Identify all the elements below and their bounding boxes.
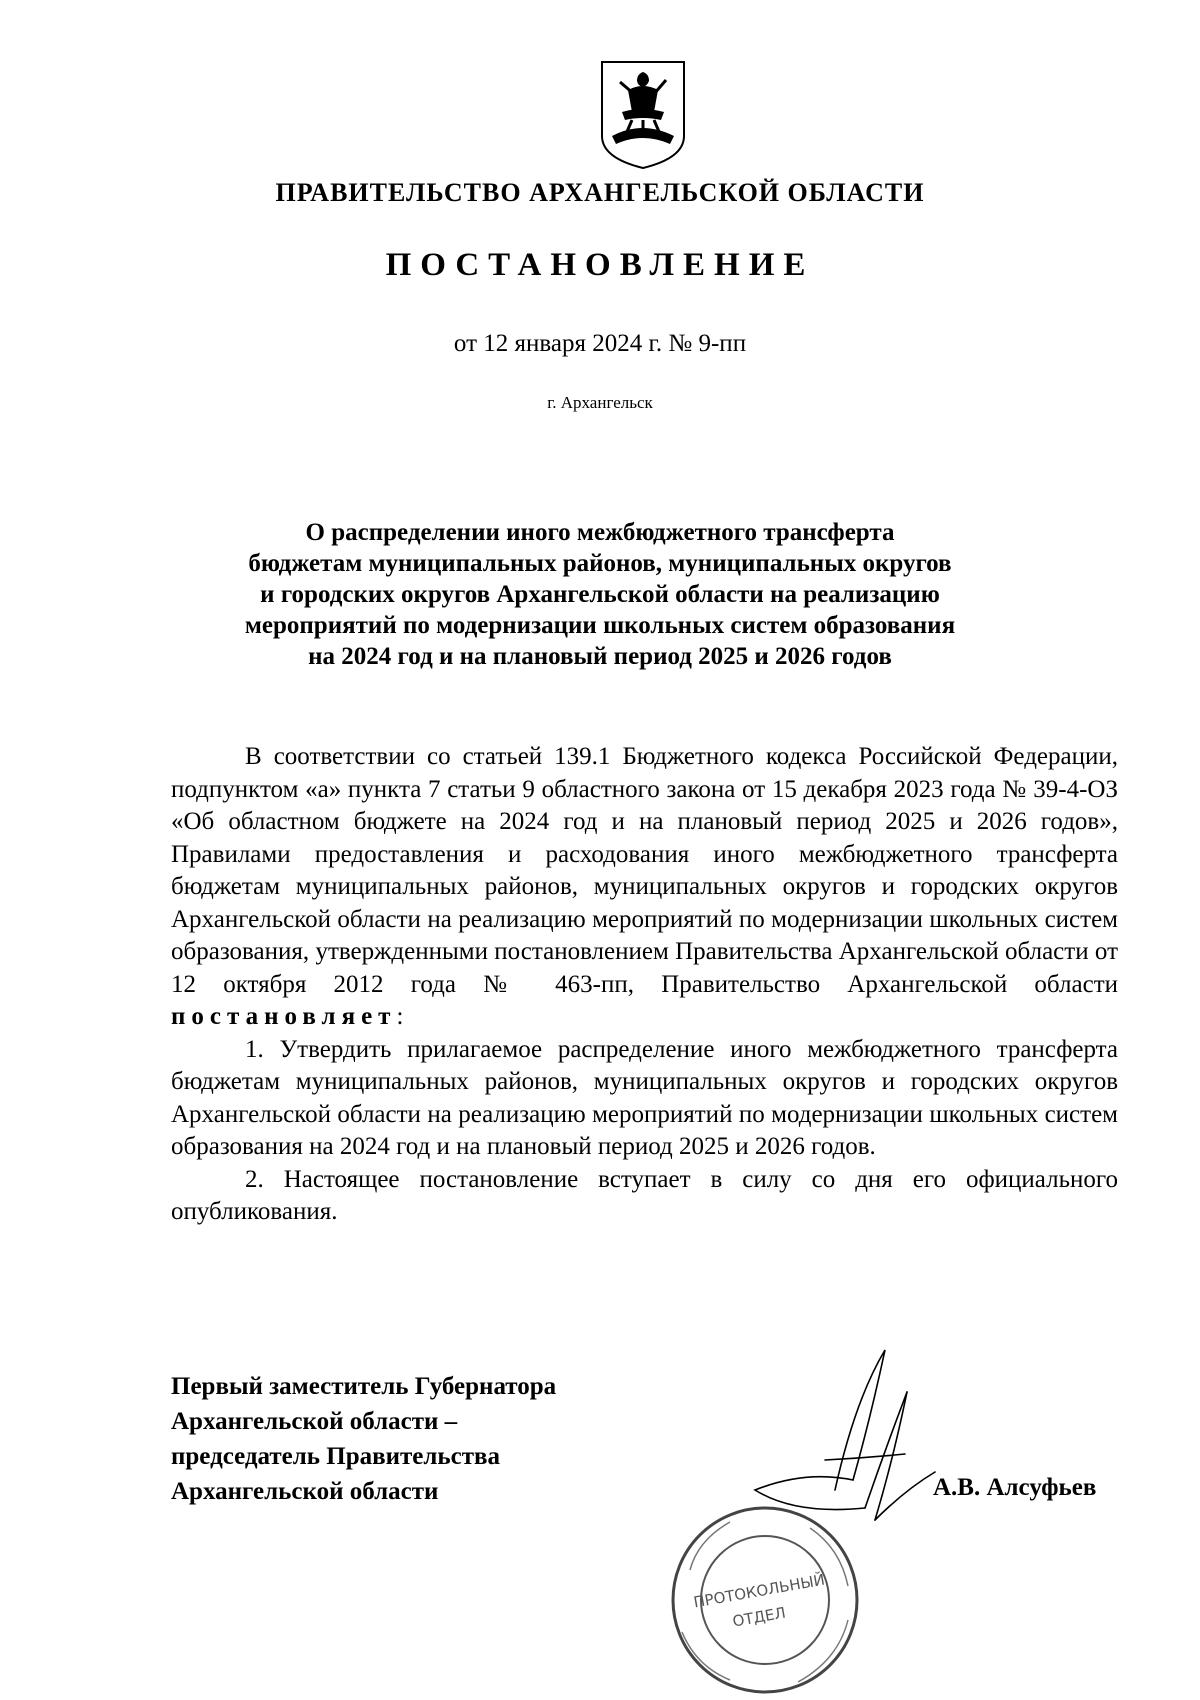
resolves-word: постановляет: [171, 1003, 397, 1030]
signer-position-line: Архангельской области: [171, 1478, 439, 1505]
signer-position-line: Первый заместитель Губернатора: [171, 1373, 557, 1400]
subject-line: О распределении иного межбюджетного трансферта: [305, 519, 895, 546]
document-type: ПОСТАНОВЛЕНИЕ: [385, 247, 815, 283]
signer-position-line: председатель Правительства: [171, 1443, 501, 1470]
preamble-paragraph: [171, 741, 1118, 1034]
handwritten-signature: [735, 1340, 955, 1600]
coat-of-arms-emblem: [598, 58, 688, 170]
preamble-text: В соответствии со статьей 139.1 Бюджетного кодекса Российской Федерации, подпунктом «а» пункта 7 статьи 9 областного закона от 15 декабря 2023 года № 39-4-ОЗ «Об областном бюджете на 2024 год и на плановый период 2025 и 2026 годов», Правилами предоставления и расходования иного межбюджетного трансферта бюджетам муниципальных районов, муниципальных округов и городских округов Архангельской области на реализацию мероприятий по модернизации школьных систем образования, утвержденными постановлением Правительства Архангельской области от 12 октября 2012 года № 463-пп, Правительство Архангельской области: [171, 743, 1118, 998]
document-body: [171, 741, 1118, 1229]
signer-position-line: Архангельской области –: [171, 1408, 458, 1435]
subject-line: на 2024 год и на плановый период 2025 и 2026 годов: [308, 643, 892, 670]
document-subject: [0, 517, 1200, 672]
subject-line: и городских округов Архангельской области на реализацию: [260, 581, 940, 608]
stamp-line: ОТДЕЛ: [731, 1603, 788, 1631]
subject-line: бюджетам муниципальных районов, муниципальных округов: [248, 550, 952, 577]
date-number: от 12 января 2024 г. № 9-пп: [453, 330, 747, 357]
subject-line: мероприятий по модернизации школьных систем образования: [244, 612, 956, 639]
resolves-suffix: :: [396, 1003, 404, 1030]
signer-name: А.В. Алсуфьев: [933, 1474, 1097, 1501]
item-2-paragraph: 2. Настоящее постановление вступает в силу со дня его официального опубликования.: [171, 1165, 1118, 1225]
signer-position: [171, 1369, 556, 1509]
city: г. Архангельск: [547, 393, 653, 412]
government-title: ПРАВИТЕЛЬСТВО АРХАНГЕЛЬСКОЙ ОБЛАСТИ: [275, 178, 925, 207]
item-1-paragraph: 1. Утвердить прилагаемое распределение иного межбюджетного трансферта бюджетам муниципальных районов, муниципальных округов и городских округов Архангельской области на реализацию мероприятий по модернизации школьных систем образования на 2024 год и на плановый период 2025 и 2026 годов.: [171, 1035, 1118, 1160]
stamp-line: ПРОТОКОЛЬНЫЙ: [692, 1570, 827, 1612]
